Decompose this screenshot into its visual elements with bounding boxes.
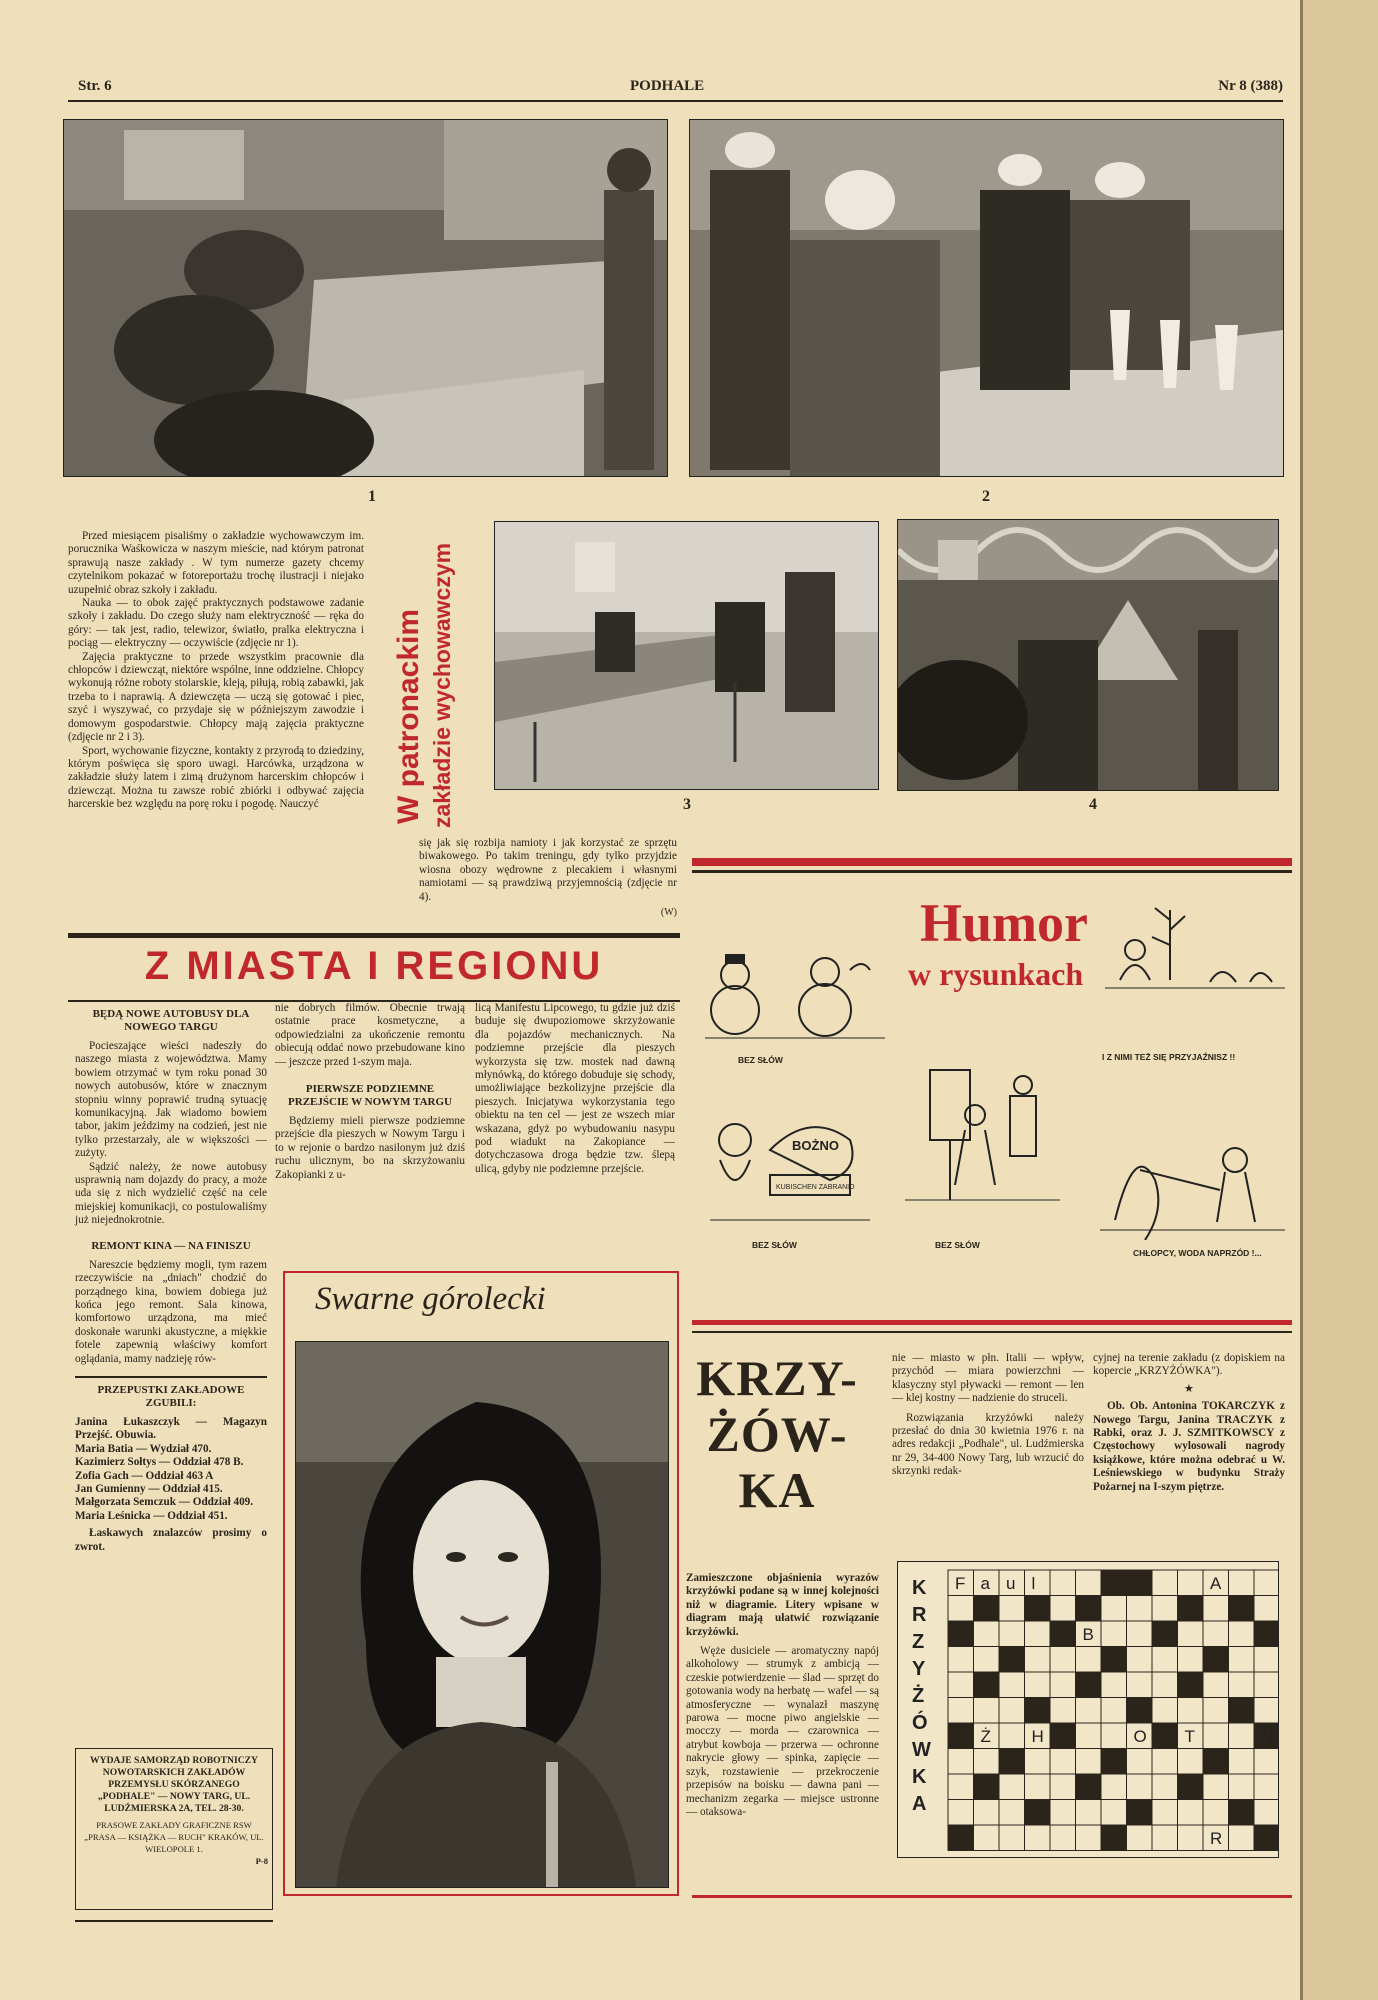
crossword-letter: l [1031,1574,1036,1593]
crossword-letter: H [1031,1727,1044,1746]
crossword-cell [1254,1698,1278,1724]
crossword-cell [1229,1723,1255,1749]
crossword-vertical-letter: K [912,1766,927,1788]
crossword-cell [974,1647,1000,1673]
vertical-title-line1: W patronackim [392,608,425,824]
crossword-vertical-letter: Ó [912,1712,928,1734]
crossword-cell [1254,1647,1278,1673]
print-code: P-8 [255,1856,268,1866]
crossword-black-cell [948,1723,974,1749]
patron-article-col1 [68,530,364,812]
humor-top-rule [692,870,1292,873]
crossword-cell [948,1749,974,1775]
crossword-black-cell [948,1825,974,1851]
list-item: Maria Leśnicka — Oddział 451. [75,1509,228,1522]
crossword-cell [999,1621,1025,1647]
crossword-black-cell [999,1749,1025,1775]
crossword-cell [1127,1749,1153,1775]
crossword-black-cell [1025,1800,1051,1826]
divider [75,1920,273,1922]
crossword-cell [948,1774,974,1800]
list-item: Janina Łukaszczyk — Magazyn Przejść. Obuwia. [75,1415,267,1442]
cartoon-signpost [700,1080,880,1230]
crossword-letter: F [955,1574,966,1593]
crossword-cell [999,1672,1025,1698]
crossword-black-cell [1254,1621,1278,1647]
crossword-cell [1076,1698,1102,1724]
divider [75,1376,267,1378]
crossword-cell [1229,1825,1255,1851]
crossword-cell [999,1596,1025,1622]
crossword-cell [974,1621,1000,1647]
list-item: Maria Batia — Wydział 470. [75,1442,212,1455]
crossword-black-cell [1101,1825,1127,1851]
crossword-black-cell [1101,1570,1127,1596]
crossword-black-cell [1050,1621,1076,1647]
crossword-black-cell [1050,1723,1076,1749]
crossword-cell [1076,1800,1102,1826]
crossword-cell [1076,1825,1102,1851]
crossword-black-cell [1127,1800,1153,1826]
patron-paragraph: Zajęcia praktyczne to przede wszystkim pracownie dla chłopców i dziewcząt, niektóre wspólne, inne oddzielne. Chłopcy wykonują różne roboty stolarskie, kleją, piłują, robią zabawki, jak trzeba to i naprawią. A dziewczęta — uczą się gotować i piec, szyć i wyszywać, co przydaje się w późniejszym zawodzie i domowym gospodarstwie. Chłopcy mają zajęcia praktyczne (zdjęcie nr 2 i 3). [68,650,364,744]
crossword-intro: Zamieszczone objaśnienia wyrazów krzyżówki podane są w innej kolejności niż w diagramie. Litery wpisane w diagram mają ułatwić rozwiązanie krzyżówki. [686,1572,879,1638]
crossword-cell [1050,1698,1076,1724]
cartoon-boys-water [1095,1100,1290,1240]
cartoon-caption-2: I Z NIMI TEŻ SIĘ PRZYJAŹNISZ !! [1102,1052,1236,1062]
cartoon-painter [895,1060,1065,1210]
article-title-passes: PRZEPUSTKI ZAKŁADOWE ZGUBILI: [97,1383,245,1409]
crossword-cell [1025,1672,1051,1698]
crossword-cell [1254,1570,1278,1596]
photo-workshop [494,521,879,790]
crossword-black-cell [1025,1596,1051,1622]
crossword-cell [1152,1672,1178,1698]
crossword-col3 [1093,1352,1285,1494]
crossword-cell [1050,1825,1076,1851]
crossword-bottom-bar [692,1895,1292,1898]
crossword-cell [1127,1774,1153,1800]
crossword-black-cell [1254,1825,1278,1851]
crossword-cell [1178,1621,1204,1647]
crossword-cell [1101,1596,1127,1622]
crossword-cell [1229,1621,1255,1647]
crossword-cell [948,1800,974,1826]
photo-classroom [63,119,668,477]
crossword-cell [1127,1621,1153,1647]
crossword-vertical-letter: Y [912,1658,926,1680]
crossword-cell [1152,1698,1178,1724]
crossword-cell [1152,1570,1178,1596]
crossword-letter: a [980,1574,990,1593]
article-title-underpass: PIERWSZE PODZIEMNE PRZEJŚCIE W NOWYM TARGU [288,1083,452,1109]
article-text: Będziemy mieli pierwsze podziemne przejście dla pieszych w Nowym Targu i to w rejonie o bardzo nasilonym już dziś ruchu ulicznym, bo na skrzyżowaniu Zakopianki z u- [275,1115,465,1181]
crossword-letter: A [1210,1574,1222,1593]
crossword-cell [1178,1825,1204,1851]
crossword-cell [974,1749,1000,1775]
crossword-cell [1025,1621,1051,1647]
crossword-black-cell [1101,1647,1127,1673]
crossword-vertical-letter: Ż [912,1685,925,1707]
photo-caption-1: 1 [368,488,376,505]
region-col2 [275,1002,465,1182]
crossword-cell [1050,1596,1076,1622]
crossword-black-cell [1152,1723,1178,1749]
crossword-title-line: KRZY- [696,1350,858,1406]
crossword-title [692,1350,862,1518]
list-item: Kazimierz Sołtys — Oddział 478 B. [75,1456,244,1469]
crossword-cell [1050,1774,1076,1800]
crossword-letter: Ż [980,1727,991,1746]
crossword-cell [1178,1749,1204,1775]
photo-scout-room [897,519,1279,791]
crossword-cell [948,1647,974,1673]
cartoon-caption-5: CHŁOPCY, WODA NAPRZÓD !... [1133,1248,1262,1258]
cartoon-sign-text: BOŻNO [792,1138,839,1153]
crossword-cell [1178,1698,1204,1724]
crossword-cell [1127,1825,1153,1851]
article-text: licą Manifestu Lipcowego, tu gdzie już dziś buduje się dwupoziomowe skrzyżowanie dla pojazdów mechanicznych. Na podziemne przejście dla pieszych wykorzysta się tzw. mostek nad dawną młynówką, do którego dobuduje się schody, umożliwiające bezkolizyjne przejście dla pieszych. Inicjatywa wykorzystania tego obiektu na ten cel — jest ze wszech miar wskazana, gdyż po wybudowaniu nasypu pod wiadukt na Zakopiance — dotychczasowa droga będzie tzw. ślepą ulicą, gdyby nie podziemne przejście. [475,1002,675,1175]
crossword-cell [1152,1749,1178,1775]
crossword-cell [1101,1774,1127,1800]
crossword-cell [1050,1570,1076,1596]
crossword-cell [999,1698,1025,1724]
crossword-cell [1050,1749,1076,1775]
crossword-letter: T [1184,1727,1195,1746]
crossword-black-cell [1229,1800,1255,1826]
crossword-cell [1178,1800,1204,1826]
crossword-cell [1203,1774,1229,1800]
list-item: Zofia Gach — Oddział 463 A [75,1469,214,1482]
crossword-black-cell [974,1774,1000,1800]
crossword-cell [1025,1825,1051,1851]
crossword-vertical-letter: Z [912,1631,925,1653]
humor-title: Humor [920,893,1088,953]
crossword-letter: u [1006,1574,1016,1593]
crossword-black-cell [999,1647,1025,1673]
crossword-black-cell [1101,1749,1127,1775]
crossword-cell [999,1723,1025,1749]
crossword-clues [686,1572,879,1819]
crossword-vertical-letter: R [912,1604,927,1626]
crossword-black-cell [974,1596,1000,1622]
crossword-title-line: ŻÓW- [706,1406,848,1462]
crossword-cell [1203,1698,1229,1724]
crossword-black-cell [1127,1698,1153,1724]
crossword-black-cell [1178,1672,1204,1698]
crossword-cell [1076,1647,1102,1673]
crossword-vertical-label [912,1577,931,1815]
cartoon-forest [1100,890,1290,1000]
crossword-title-line: KA [738,1462,816,1518]
page-number: Str. 6 [78,78,112,94]
lost-passes-footer: Łaskawych znalazców prosimy o zwrot. [75,1527,267,1553]
crossword-black-cell [1076,1774,1102,1800]
article-text: Pocieszające wieści nadeszły do naszego miasta z województwa. Mamy bowiem otrzymać w tym roku ponad 30 nowych autobusów, które w znacznym stopniu winny poprawić trudną sytuację komunikacyjną. Jak wiadomo bowiem tabor, jakim jeździmy na codzień, jest nie tylko przestarzały, ale w większości — zużyty. [75,1040,267,1160]
cartoon-caption-1: BEZ SŁÓW [738,1055,783,1065]
crossword-black-cell [1127,1570,1153,1596]
crossword-letter: B [1082,1625,1094,1644]
crossword-cell [974,1698,1000,1724]
photo-caption-2: 2 [982,488,990,505]
crossword-black-cell [1178,1774,1204,1800]
crossword-black-cell [1076,1596,1102,1622]
crossword-grid [897,1561,1279,1858]
crossword-cell [1152,1647,1178,1673]
article-text: Sądzić należy, że nowe autobusy usprawnią nam dojazdy do pracy, a może uda się z nich wydzielić część na cele miejskiej komunikacji, co postulowaliśmy już niejednokrotnie. [75,1160,267,1227]
crossword-black-cell [1229,1596,1255,1622]
photo-kitchen [689,119,1284,477]
crossword-black-cell [1076,1672,1102,1698]
crossword-black-cell [1025,1698,1051,1724]
crossword-cell [1203,1800,1229,1826]
crossword-cell [1254,1774,1278,1800]
region-col3 [475,1002,675,1176]
crossword-black-cell [1229,1698,1255,1724]
crossword-cell [1127,1647,1153,1673]
crossword-cell [1152,1774,1178,1800]
crossword-cell [1254,1596,1278,1622]
crossword-cell [1050,1647,1076,1673]
crossword-cell [1025,1774,1051,1800]
crossword-winners: Ob. Ob. Antonina TOKARCZYK z Nowego Targu, Janina TRACZYK z Rabki, oraz J. J. SZMITKOWSCY z Częstochowy wylosowali nagrody książkowe, które można odebrać u W. Leśniewskiego w budynku Straży Pożarnej na I-szym piętrze. [1093,1400,1285,1493]
crossword-cell [999,1800,1025,1826]
crossword-cell [1101,1672,1127,1698]
patron-signature: (W) [660,907,677,919]
crossword-black-cell [974,1672,1000,1698]
crossword-cell [1178,1647,1204,1673]
lost-passes-list [75,1416,267,1523]
crossword-cell [1025,1749,1051,1775]
crossword-cell [1101,1723,1127,1749]
crossword-cell [974,1825,1000,1851]
patron-article-col2 [419,837,677,919]
crossword-cell [1152,1596,1178,1622]
star-separator: ★ [1183,1382,1195,1395]
publisher-text: WYDAJE SAMORZĄD ROBOTNICZY NOWOTARSKICH ZAKŁADÓW PRZEMYSŁU SKÓRZANEGO „PODHALE" — NOWY TARG, UL. LUDŹMIERSKA 2A, TEL. 28-30. [90,1755,258,1814]
article-title-cinema: REMONT KINA — NA FINISZU [91,1239,251,1252]
crossword-black-cell [1152,1621,1178,1647]
crossword-cell [1101,1621,1127,1647]
crossword-cell [1127,1672,1153,1698]
crossword-cell [1254,1749,1278,1775]
newspaper-title: PODHALE [630,78,705,94]
humor-subtitle: w rysunkach [908,956,1084,992]
article-title-buses: BĘDĄ NOWE AUTOBUSY DLA NOWEGO TARGU [92,1008,250,1033]
article-text: nie dobrych filmów. Obecnie trwają ostatnie prace kosmetyczne, a odpowiedzialni za ukończenie remontu obiecują oddać nowo przebudowane kino — jeszcze przed 1-szym maja. [275,1002,465,1068]
crossword-black-cell [1203,1647,1229,1673]
region-col1 [75,1002,267,1554]
cartoon-plank-text: KUBISCHEN ZABRANIO [776,1184,855,1191]
crossword-letter: O [1133,1727,1147,1746]
patron-paragraph: Nauka — to obok zajęć praktycznych podstawowe zadanie szkoły i zakładu. Do czego służy nam elektryczność — ręka do góry: — tak jest, radio, telewizor, światło, pralka elektryczna i pociąg — elektryczny — oczywiście (zdjęcie nr 1). [68,597,364,650]
crossword-black-cell [948,1621,974,1647]
patron-paragraph: Sport, wychowanie fizyczne, kontakty z przyrodą to dziedziny, którym poświęca się sporo uwagi. Harcówka, urządzona w zakładzie służy latem i zimą drużynom harcerskim chłopców i dziewcząt. Można tu zawsze robić zbiórki i odbywać zajęcia harcerskie bez względu na porę roku i pogodę. Nauczyć [68,744,364,811]
crossword-cell [1254,1800,1278,1826]
crossword-cell [1025,1570,1051,1596]
crossword-black-cell [1203,1749,1229,1775]
crossword-vertical-letter: A [912,1793,927,1815]
printer-text: PRASOWE ZAKŁADY GRAFICZNE RSW „PRASA — KSIĄŻKA — RUCH" KRAKÓW, UL. WIELOPOLE 1. [84,1820,264,1854]
humor-top-bar [692,858,1292,866]
crossword-cell [1101,1800,1127,1826]
crossword-cell [999,1825,1025,1851]
crossword-cell [1050,1800,1076,1826]
crossword-cell [1229,1570,1255,1596]
patron-col2-text: się jak się rozbija namioty i jak korzystać ze sprzętu biwakowego. Po takim treningu, gdy tylko przyjdzie wiosna obozy wędrowne z plecakiem i własnymi namiotami — są prawdziwą przyjemnością (zdjęcie nr 4). [419,837,677,903]
crossword-clues-text: Węże dusiciele — aromatyczny napój alkoholowy — strumyk z ambicją — czeskie potwierdzenie — ślad — sprzęt do gotowania wody na herbatę — wafel — są atmosferyczne — wynalazł maszynę parowa — mocne piwo angielskie — mocczy — morda — czarownica — atrybut kowboja — przerwa — ochronne nakrycie głowy — spinka, zapięcie — szyk, rozstawienie — przekroczenie przepisów na boisku — dawna pani — mechanizm zegarka — miejsce ustronne — otaksowa- [686,1645,879,1818]
list-item: Małgorzata Semczuk — Oddział 409. [75,1496,254,1509]
publisher-box [75,1748,273,1910]
patron-paragraph: Przed miesiącem pisaliśmy o zakładzie wychowawczym im. porucznika Waśkowicza w naszym mieście, nad którym patronat sprawują nasze zakłady . W tym numerze gazety chcemy czytelnikom pokazać w fotoreportażu trochę ilustracji i niejako uzupełnić obraz szkoły i zakładu. [68,530,364,596]
crossword-cell [1152,1825,1178,1851]
photo-caption-4: 4 [1089,796,1097,813]
crossword-cell [1050,1672,1076,1698]
crossword-cell [974,1800,1000,1826]
crossword-col2 [892,1352,1084,1479]
crossword-letter: R [1210,1829,1223,1848]
crossword-cell [999,1774,1025,1800]
portrait-box [283,1271,679,1896]
crossword-cell [1152,1800,1178,1826]
crossword-cell [1203,1672,1229,1698]
header-rule [68,100,1283,102]
adjacent-page-edge [1300,0,1378,2000]
crossword-cell [1229,1774,1255,1800]
crossword-top-rule [692,1331,1292,1333]
crossword-cell [948,1698,974,1724]
crossword-cell [1229,1647,1255,1673]
crossword-black-cell [1178,1596,1204,1622]
list-item: Jan Gumienny — Oddział 415. [75,1482,223,1495]
crossword-cell [1203,1723,1229,1749]
region-section-banner [68,933,680,1002]
crossword-cell [1203,1621,1229,1647]
crossword-cell [1101,1698,1127,1724]
patron-vertical-title [388,528,468,828]
crossword-cell [1254,1672,1278,1698]
crossword-cell [1025,1647,1051,1673]
crossword-grid-svg [898,1562,1278,1857]
photo-caption-3: 3 [683,796,691,813]
portrait-photo [295,1341,669,1888]
crossword-clues-cont: nie — miasto w płn. Italii — wpływ, przychód — miara powierzchni — klasyczny styl pływacki — remont — len — klej kostny — nadzienie do struceli. [892,1352,1084,1405]
region-section-title: Z MIASTA I REGIONU [144,944,604,988]
portrait-title: Swarne górolecki [315,1281,546,1317]
crossword-cell [948,1596,974,1622]
crossword-letter: N [1261,1727,1274,1746]
crossword-cell [1229,1749,1255,1775]
cartoon-caption-3: BEZ SŁÓW [752,1240,797,1250]
crossword-cell [1076,1570,1102,1596]
vertical-title-line2: zakładzie wychowawczym [429,542,455,828]
crossword-top-bar [692,1320,1292,1325]
crossword-send: Rozwiązania krzyżówki należy przesłać do dnia 30 kwietnia 1976 r. na adres redakcji „Podhale", ul. Ludźmierska nr 29, 34-400 Nowy Targ, lub wrzucić do skrzynki redak- [892,1411,1084,1478]
cartoon-caption-4: BEZ SŁÓW [935,1240,980,1250]
cartoon-snowmen [695,930,895,1050]
crossword-vertical-letter: W [912,1739,931,1761]
crossword-cell [1076,1723,1102,1749]
crossword-cell [1203,1596,1229,1622]
page-header [78,78,1283,100]
issue-number: Nr 8 (388) [1218,78,1283,94]
crossword-cell [1229,1672,1255,1698]
crossword-cell [1127,1596,1153,1622]
article-text: Nareszcie będziemy mogli, tym razem rzeczywiście na „dniach" chodzić do porządnego kina, bowiem dobiega już końca jego remont. Sala kinowa, komfortowo urządzona, ma mieć doskonałe warunki akustyczne, a miękkie fotele zapewnią właściwy komfort oglądania, mamy nadzieję rów- [75,1258,267,1365]
crossword-vertical-letter: K [912,1577,927,1599]
crossword-cell [1178,1570,1204,1596]
crossword-cell [1076,1749,1102,1775]
crossword-cell [948,1672,974,1698]
crossword-send-cont: cyjnej na terenie zakładu (z dopiskiem na kopercie „KRZYŻÓWKA"). [1093,1352,1285,1378]
